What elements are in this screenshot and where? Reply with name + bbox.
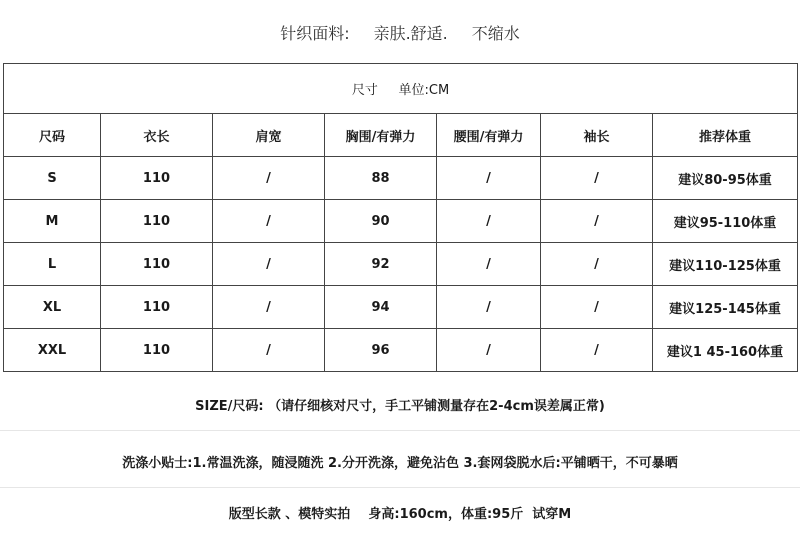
unit-row xyxy=(4,64,798,114)
table-cell: XXL xyxy=(4,329,101,372)
table-cell: XL xyxy=(4,286,101,329)
table-cell: 建议110-125体重 xyxy=(653,243,798,286)
table-row xyxy=(4,157,798,200)
fabric-shrink: 不缩水 xyxy=(471,23,520,43)
table-cell: L xyxy=(4,243,101,286)
table-row xyxy=(4,286,798,329)
table-cell: 90 xyxy=(325,200,437,243)
table-cell: 建议1 45-160体重 xyxy=(653,329,798,372)
size-table xyxy=(3,63,798,372)
table-cell: / xyxy=(213,157,325,200)
fabric-header xyxy=(0,12,800,52)
table-cell: / xyxy=(541,243,653,286)
table-cell: / xyxy=(437,157,541,200)
column-header: 推荐体重 xyxy=(653,114,798,157)
table-cell: M xyxy=(4,200,101,243)
table-cell: 110 xyxy=(101,329,213,372)
table-cell: 96 xyxy=(325,329,437,372)
table-cell: / xyxy=(541,286,653,329)
table-cell: 110 xyxy=(101,243,213,286)
size-note: SIZE/尺码: （请仔细核对尺寸，手工平铺测量存在2-4cm误差属正常) xyxy=(195,399,605,414)
fabric-features: 亲肤.舒适. xyxy=(373,23,448,43)
table-cell: / xyxy=(437,329,541,372)
fabric-label: 针织面料: xyxy=(280,23,350,43)
table-cell: S xyxy=(4,157,101,200)
table-cell: / xyxy=(437,286,541,329)
wash-note: 洗涤小贴士:1.常温洗涤，随浸随洗 2.分开洗涤，避免沾色 3.套网袋脱水后:平铺晒干，不可暴晒 xyxy=(122,456,678,471)
table-cell: 110 xyxy=(101,286,213,329)
column-header: 衣长 xyxy=(101,114,213,157)
table-cell: / xyxy=(541,200,653,243)
table-cell: / xyxy=(213,286,325,329)
table-cell: / xyxy=(213,243,325,286)
table-cell: / xyxy=(437,243,541,286)
model-note: 版型长款 、模特实拍 身高:160cm，体重:95斤 试穿M xyxy=(228,507,572,522)
column-header: 腰围/有弹力 xyxy=(437,114,541,157)
table-cell: / xyxy=(213,329,325,372)
divider xyxy=(0,430,800,431)
table-row xyxy=(4,200,798,243)
header-row xyxy=(4,114,798,157)
unit-label: 尺寸 单位:CM xyxy=(4,64,798,114)
table-cell: / xyxy=(437,200,541,243)
column-header: 尺码 xyxy=(4,114,101,157)
table-cell: / xyxy=(541,157,653,200)
table-cell: 92 xyxy=(325,243,437,286)
table-cell: / xyxy=(213,200,325,243)
table-row xyxy=(4,329,798,372)
divider xyxy=(0,487,800,488)
table-cell: 94 xyxy=(325,286,437,329)
table-cell: 建议125-145体重 xyxy=(653,286,798,329)
table-row xyxy=(4,243,798,286)
table-cell: / xyxy=(541,329,653,372)
table-cell: 建议80-95体重 xyxy=(653,157,798,200)
table-cell: 建议95-110体重 xyxy=(653,200,798,243)
column-header: 袖长 xyxy=(541,114,653,157)
table-cell: 88 xyxy=(325,157,437,200)
table-cell: 110 xyxy=(101,157,213,200)
column-header: 肩宽 xyxy=(213,114,325,157)
column-header: 胸围/有弹力 xyxy=(325,114,437,157)
table-cell: 110 xyxy=(101,200,213,243)
